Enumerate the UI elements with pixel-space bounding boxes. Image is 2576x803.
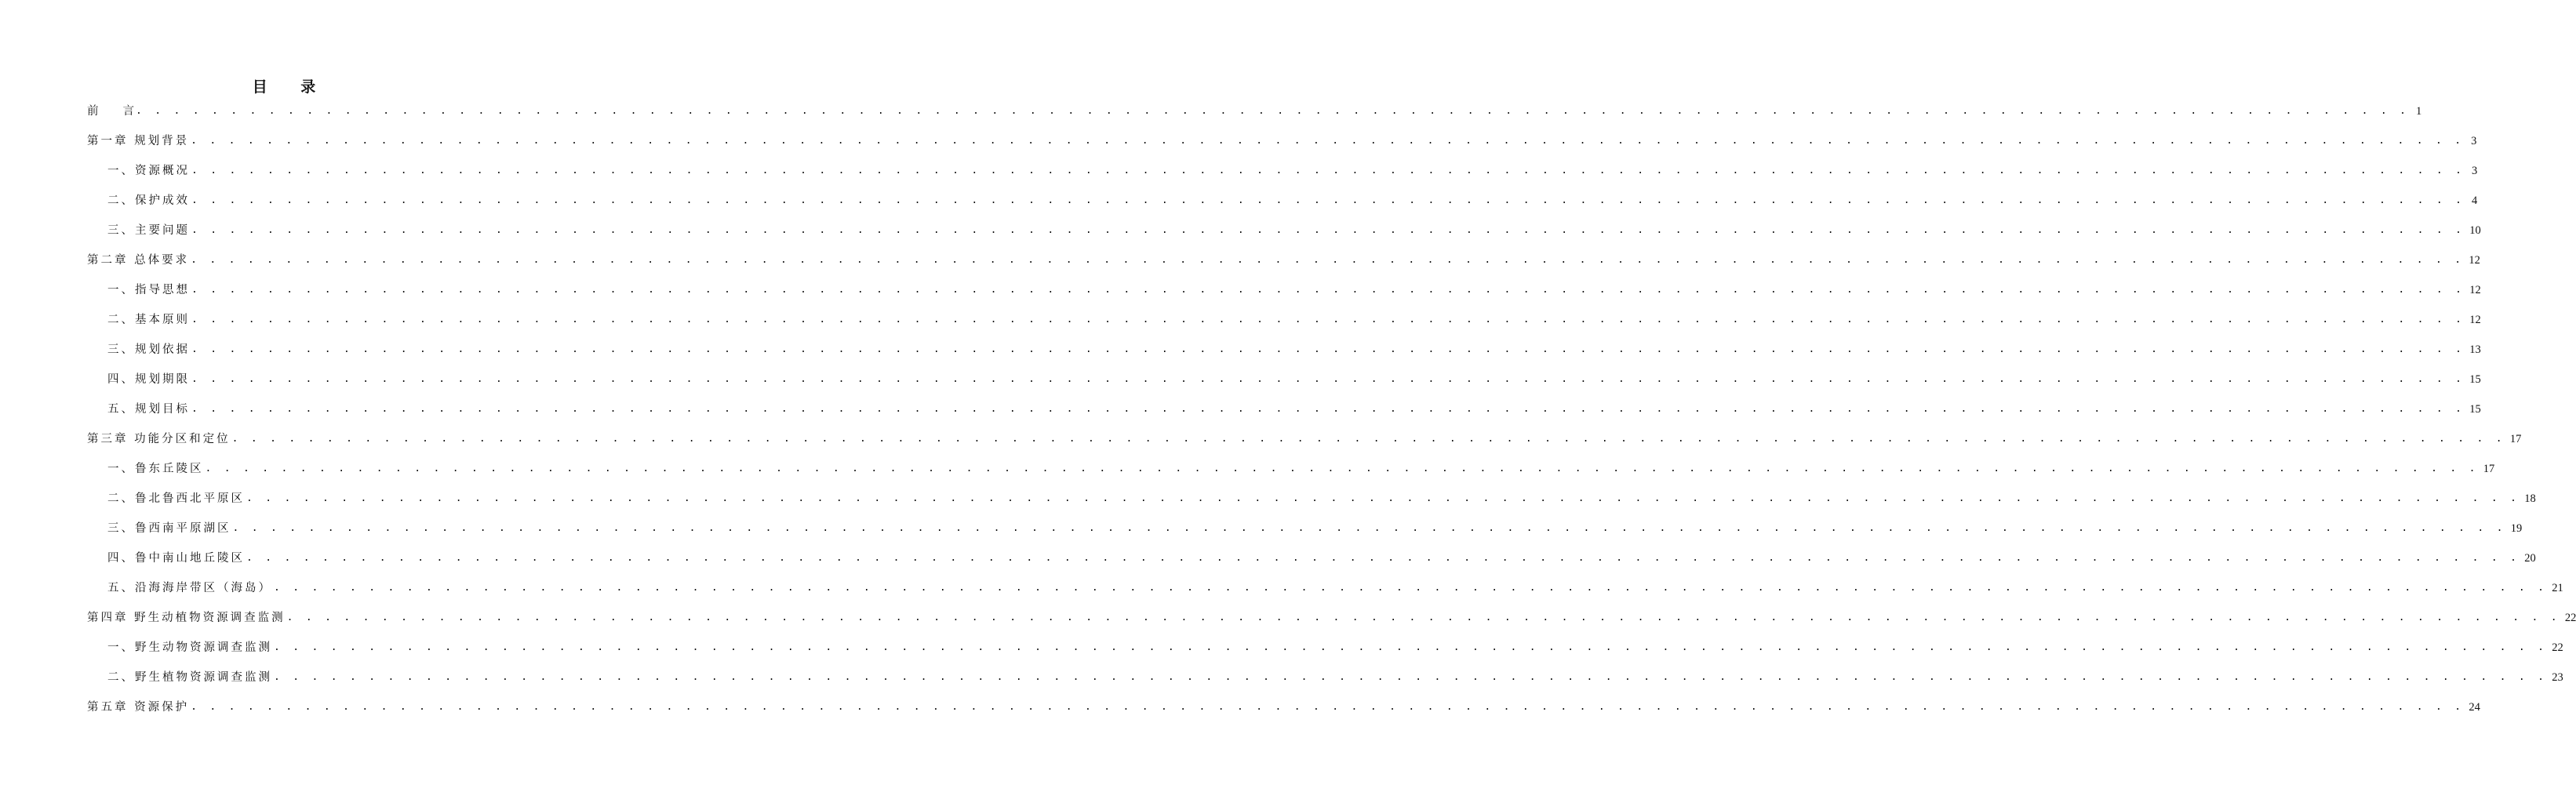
toc-entry-page-number: 12	[2469, 284, 2481, 296]
toc-entry[interactable]	[87, 100, 2422, 119]
toc-dot-leader: . . . . . . . . . . . . . . . . . . . . . . . . . . . . . . . . . . . . . . . . . . . . . . . . . . . . . . . . . . . . . . . . . . . . . . . . . . . . . . . . . . . . . . . . . . . . . . . . . . . . . . . . . . . . . . . . . . . . . . . .	[191, 343, 2465, 355]
toc-entry-page-number: 22	[2564, 612, 2576, 624]
toc-entry[interactable]	[107, 667, 2563, 685]
toc-entry[interactable]	[107, 458, 2495, 477]
toc-entry-page-number: 3	[2471, 135, 2477, 147]
toc-entry-label: 第四章 野生动植物资源调查监测	[87, 612, 286, 624]
toc-entry-label: 一、资源概况	[107, 165, 190, 177]
toc-entry-page-number: 20	[2524, 552, 2536, 565]
toc-entry-page-number: 15	[2469, 373, 2481, 386]
toc-entry-page-number: 3	[2472, 165, 2478, 177]
toc-dot-leader: . . . . . . . . . . . . . . . . . . . . . . . . . . . . . . . . . . . . . . . . . . . . . . . . . . . . . . . . . . . . . . . . . . . . . . . . . . . . . . . . . . . . . . . . . . . . . . . . . . . . . . . . . . . . . . . . . . . . . . . .	[191, 194, 2465, 206]
toc-entry-page-number: 4	[2472, 194, 2478, 207]
toc-dot-leader: . . . . . . . . . . . . . . . . . . . . . . . . . . . . . . . . . . . . . . . . . . . . . . . . . . . . . . . . . . . . . . . . . . . . . . . . . . . . . . . . . . . . . . . . . . . . . . . . . . . . . . . . . . . . . . . . . . . . . . . .	[274, 671, 2548, 683]
toc-dot-leader: . . . . . . . . . . . . . . . . . . . . . . . . . . . . . . . . . . . . . . . . . . . . . . . . . . . . . . . . . . . . . . . . . . . . . . . . . . . . . . . . . . . . . . . . . . . . . . . . . . . . . . . . . . . . . . . . . . . . . . . .	[246, 492, 2520, 504]
toc-entry-label: 二、基本原则	[107, 314, 190, 326]
toc-entry[interactable]	[107, 518, 2523, 536]
toc-entry-label: 四、规划期限	[107, 373, 190, 386]
toc-dot-leader: . . . . . . . . . . . . . . . . . . . . . . . . . . . . . . . . . . . . . . . . . . . . . . . . . . . . . . . . . . . . . . . . . . . . . . . . . . . . . . . . . . . . . . . . . . . . . . . . . . . . . . . . . . . . . . . . . . . . . . . .	[231, 433, 2505, 445]
toc-entry[interactable]	[107, 160, 2478, 179]
toc-dot-leader: . . . . . . . . . . . . . . . . . . . . . . . . . . . . . . . . . . . . . . . . . . . . . . . . . . . . . . . . . . . . . . . . . . . . . . . . . . . . . . . . . . . . . . . . . . . . . . . . . . . . . . . . . . . . . . . . . . . . . . . .	[191, 403, 2465, 415]
toc-entry-page-number: 22	[2552, 641, 2563, 654]
toc-entry-label: 第二章 总体要求	[87, 254, 190, 267]
toc-entry-label: 二、鲁北鲁西北平原区	[107, 492, 245, 505]
toc-dot-leader: . . . . . . . . . . . . . . . . . . . . . . . . . . . . . . . . . . . . . . . . . . . . . . . . . . . . . . . . . . . . . . . . . . . . . . . . . . . . . . . . . . . . . . . . . . . . . . . . . . . . . . . . . . . . . . . . . . . . . . . .	[246, 552, 2520, 564]
toc-entry-label: 一、野生动物资源调查监测	[107, 641, 272, 654]
toc-entry-page-number: 23	[2552, 671, 2563, 684]
toc-entry[interactable]	[107, 488, 2536, 507]
toc-entry-label: 第一章 规划背景	[87, 135, 190, 147]
toc-dot-leader: . . . . . . . . . . . . . . . . . . . . . . . . . . . . . . . . . . . . . . . . . . . . . . . . . . . . . . . . . . . . . . . . . . . . . . . . . . . . . . . . . . . . . . . . . . . . . . . . . . . . . . . . . . . . . . . . . . . . . . . .	[191, 254, 2465, 266]
toc-entry-label: 三、鲁西南平原湖区	[107, 522, 231, 535]
toc-entry-label: 第五章 资源保护	[87, 701, 190, 714]
toc-entry-label: 四、鲁中南山地丘陵区	[107, 552, 245, 565]
toc-entry[interactable]	[107, 369, 2481, 387]
toc-dot-leader: . . . . . . . . . . . . . . . . . . . . . . . . . . . . . . . . . . . . . . . . . . . . . . . . . . . . . . . . . . . . . . . . . . . . . . . . . . . . . . . . . . . . . . . . . . . . . . . . . . . . . . . . . . . . . . . . . . . . . . . .	[191, 314, 2465, 325]
toc-entry-page-number: 21	[2552, 582, 2563, 594]
toc-entry-label: 五、沿海海岸带区（海岛）	[107, 582, 272, 594]
toc-entry[interactable]	[107, 220, 2481, 238]
toc-entry[interactable]	[107, 547, 2536, 566]
toc-entry[interactable]	[87, 130, 2477, 149]
toc-entry-label: 三、主要问题	[107, 224, 190, 237]
toc-dot-leader: . . . . . . . . . . . . . . . . . . . . . . . . . . . . . . . . . . . . . . . . . . . . . . . . . . . . . . . . . . . . . . . . . . . . . . . . . . . . . . . . . . . . . . . . . . . . . . . . . . . . . . . . . . . . . . . . . . . . . . . .	[191, 135, 2465, 147]
toc-entry-label: 二、保护成效	[107, 194, 190, 207]
toc-entry[interactable]	[107, 309, 2481, 328]
toc-entry-page-number: 15	[2469, 403, 2481, 416]
toc-entry[interactable]	[107, 190, 2478, 209]
toc-dot-leader: . . . . . . . . . . . . . . . . . . . . . . . . . . . . . . . . . . . . . . . . . . . . . . . . . . . . . . . . . . . . . . . . . . . . . . . . . . . . . . . . . . . . . . . . . . . . . . . . . . . . . . . . . . . . . . . . . . . . . . . .	[191, 165, 2465, 176]
toc-entry[interactable]	[87, 607, 2576, 626]
toc-dot-leader: . . . . . . . . . . . . . . . . . . . . . . . . . . . . . . . . . . . . . . . . . . . . . . . . . . . . . . . . . . . . . . . . . . . . . . . . . . . . . . . . . . . . . . . . . . . . . . . . . . . . . . . . . . . . . . . . . . . . . . . .	[191, 701, 2465, 713]
toc-entry-label: 五、规划目标	[107, 403, 190, 416]
toc-dot-leader: . . . . . . . . . . . . . . . . . . . . . . . . . . . . . . . . . . . . . . . . . . . . . . . . . . . . . . . . . . . . . . . . . . . . . . . . . . . . . . . . . . . . . . . . . . . . . . . . . . . . . . . . . . . . . . . . . . . . . . . .	[274, 641, 2548, 653]
toc-entry-page-number: 13	[2469, 343, 2481, 356]
toc-entry-label: 一、指导思想	[107, 284, 190, 296]
toc-entry-page-number: 1	[2416, 105, 2422, 118]
toc-entry[interactable]	[87, 696, 2480, 715]
toc-dot-leader: . . . . . . . . . . . . . . . . . . . . . . . . . . . . . . . . . . . . . . . . . . . . . . . . . . . . . . . . . . . . . . . . . . . . . . . . . . . . . . . . . . . . . . . . . . . . . . . . . . . . . . . . . . . . . . . . . . . . . . . .	[205, 463, 2479, 474]
toc-entry-page-number: 24	[2469, 701, 2480, 714]
toc-dot-leader: . . . . . . . . . . . . . . . . . . . . . . . . . . . . . . . . . . . . . . . . . . . . . . . . . . . . . . . . . . . . . . . . . . . . . . . . . . . . . . . . . . . . . . . . . . . . . . . . . . . . . . . . . . . . . . . . . . . . . . . .	[191, 224, 2465, 236]
toc-entry-page-number: 18	[2524, 492, 2536, 505]
toc-entry[interactable]	[107, 398, 2481, 417]
toc-entry-label: 第三章 功能分区和定位	[87, 433, 231, 445]
toc-entry[interactable]	[107, 279, 2481, 298]
toc-dot-leader: . . . . . . . . . . . . . . . . . . . . . . . . . . . . . . . . . . . . . . . . . . . . . . . . . . . . . . . . . . . . . . . . . . . . . . . . . . . . . . . . . . . . . . . . . . . . . . . . . . . . . . . . . . . . . . . . . . . . . . . .	[286, 612, 2560, 623]
toc-entry[interactable]	[107, 637, 2563, 656]
toc-entry-label: 三、规划依据	[107, 343, 190, 356]
toc-dot-leader: . . . . . . . . . . . . . . . . . . . . . . . . . . . . . . . . . . . . . . . . . . . . . . . . . . . . . . . . . . . . . . . . . . . . . . . . . . . . . . . . . . . . . . . . . . . . . . . . . . . . . . . . . . . . . . . . . . . . . . . .	[274, 582, 2548, 594]
toc-entry[interactable]	[87, 428, 2522, 447]
toc-entry-page-number: 17	[2483, 463, 2495, 475]
toc-entry[interactable]	[87, 249, 2480, 268]
toc-dot-leader: . . . . . . . . . . . . . . . . . . . . . . . . . . . . . . . . . . . . . . . . . . . . . . . . . . . . . . . . . . . . . . . . . . . . . . . . . . . . . . . . . . . . . . . . . . . . . . . . . . . . . . . . . . . . . . . . . . . . . . . .	[232, 522, 2506, 534]
toc-dot-leader: . . . . . . . . . . . . . . . . . . . . . . . . . . . . . . . . . . . . . . . . . . . . . . . . . . . . . . . . . . . . . . . . . . . . . . . . . . . . . . . . . . . . . . . . . . . . . . . . . . . . . . . . . . . . . . . . . . . . . . . .	[136, 105, 2410, 117]
toc-entry-page-number: 19	[2510, 522, 2523, 535]
toc-entry[interactable]	[107, 339, 2481, 358]
toc-entry[interactable]	[107, 577, 2563, 596]
toc-entry-page-number: 10	[2469, 224, 2481, 237]
toc-dot-leader: . . . . . . . . . . . . . . . . . . . . . . . . . . . . . . . . . . . . . . . . . . . . . . . . . . . . . . . . . . . . . . . . . . . . . . . . . . . . . . . . . . . . . . . . . . . . . . . . . . . . . . . . . . . . . . . . . . . . . . . .	[191, 284, 2465, 296]
toc-entry-page-number: 17	[2509, 433, 2522, 445]
toc-entry-label: 一、鲁东丘陵区	[107, 463, 204, 475]
toc-entry-label: 前 言	[87, 105, 134, 118]
toc-entry-page-number: 12	[2469, 314, 2481, 326]
toc-dot-leader: . . . . . . . . . . . . . . . . . . . . . . . . . . . . . . . . . . . . . . . . . . . . . . . . . . . . . . . . . . . . . . . . . . . . . . . . . . . . . . . . . . . . . . . . . . . . . . . . . . . . . . . . . . . . . . . . . . . . . . . .	[191, 373, 2465, 385]
toc-entry-label: 二、野生植物资源调查监测	[107, 671, 272, 684]
toc-entry-page-number: 12	[2469, 254, 2480, 267]
toc-title: 目 录	[252, 78, 330, 96]
